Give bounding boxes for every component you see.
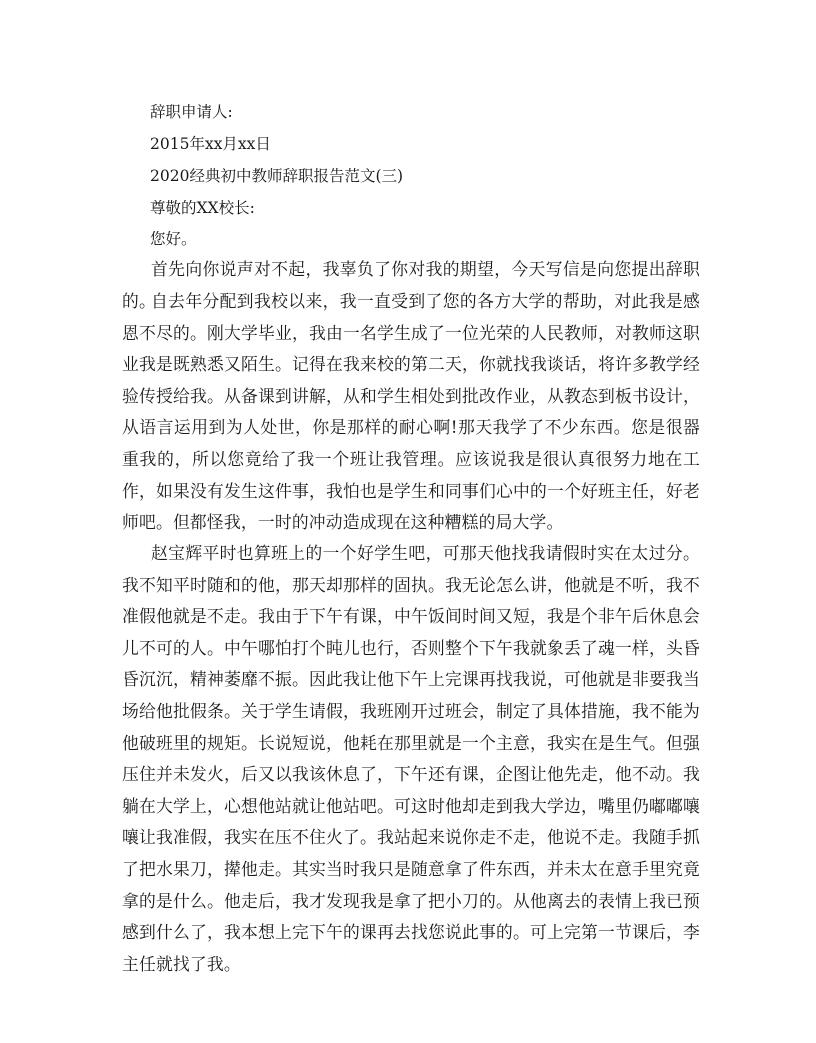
paragraph-incident: 赵宝辉平时也算班上的一个好学生吧，可那天他找我请假时实在太过分。我不知平时随和的他，那天却那样的固执。我无论怎么讲，他就是不听，我不准假他就是不走。我由于下午有课，中午饭间时间又短，我是个非午后休息会儿不可的人。中午哪怕打个盹儿也行，否则整个下午我就象丢了魂一样，头昏昏沉沉，精神萎靡不振。因此我让他下午上完课再找我说，可他就是非要我当场给他批假条。关于学生请假，我班刚开过班会，制定了具体措施，我不能为他破班里的规矩。长说短说，他耗在那里就是一个主意，我实在是生气。但强压住并未发火，后又以我该休息了，下午还有课，企图让他先走，他不动。我躺在大学上，心想他站就让他站吧。可这时他却走到我大学边，嘴里仍嘟嘟嚷嚷让我准假，我实在压不住火了。我站起来说你走不走，他说不走。我随手抓了把水果刀，撵他走。其实当时我只是随意拿了件东西，并未太在意手里究竟拿的是什么。他走后，我才发现我是拿了把小刀的。从他离去的表情上我已预感到什么了，我本想上完下午的课再去找您说此事的。可上完第一节课后，李主任就找了我。 bbox=[122, 543, 700, 974]
signature-label: 辞职申请人: bbox=[150, 103, 233, 121]
date-line: 2015年xx月xx日 bbox=[150, 135, 271, 153]
paragraph-background: 自去年分配到我校以来，我一直受到了您的各方大学的帮助，对此我是感恩不尽的。刚大学毕业，我由一名学生成了一位光荣的人民教师，对教师这职业我是既熟悉又陌生。记得在我来校的第二天，你就找我谈话，将许多教学经验传授给我。从备课到讲解，从和学生相处到批改作业，从教态到板书设计，从语言运用到为人处世，你是那样的耐心啊!那天我学了不少东西。您是很器重我的，所以您竟给了我一个班让我管理。应该说我是很认真很努力地在工作，如果没有发生这件事，我怕也是学生和同事们心中的一个好班主任，好老师吧。但都怪我，一时的冲动造成现在这种糟糕的局大学。 bbox=[122, 291, 700, 533]
section-title: 2020经典初中教师辞职报告范文(三) bbox=[150, 167, 404, 185]
salutation: 尊敬的XX校长: bbox=[150, 199, 255, 217]
paragraph-apology: 首先向你说声对不起，我辜负了你对我的期望，今天写信是向您提出辞职的。 bbox=[122, 259, 700, 311]
greeting: 您好。 bbox=[150, 230, 197, 248]
